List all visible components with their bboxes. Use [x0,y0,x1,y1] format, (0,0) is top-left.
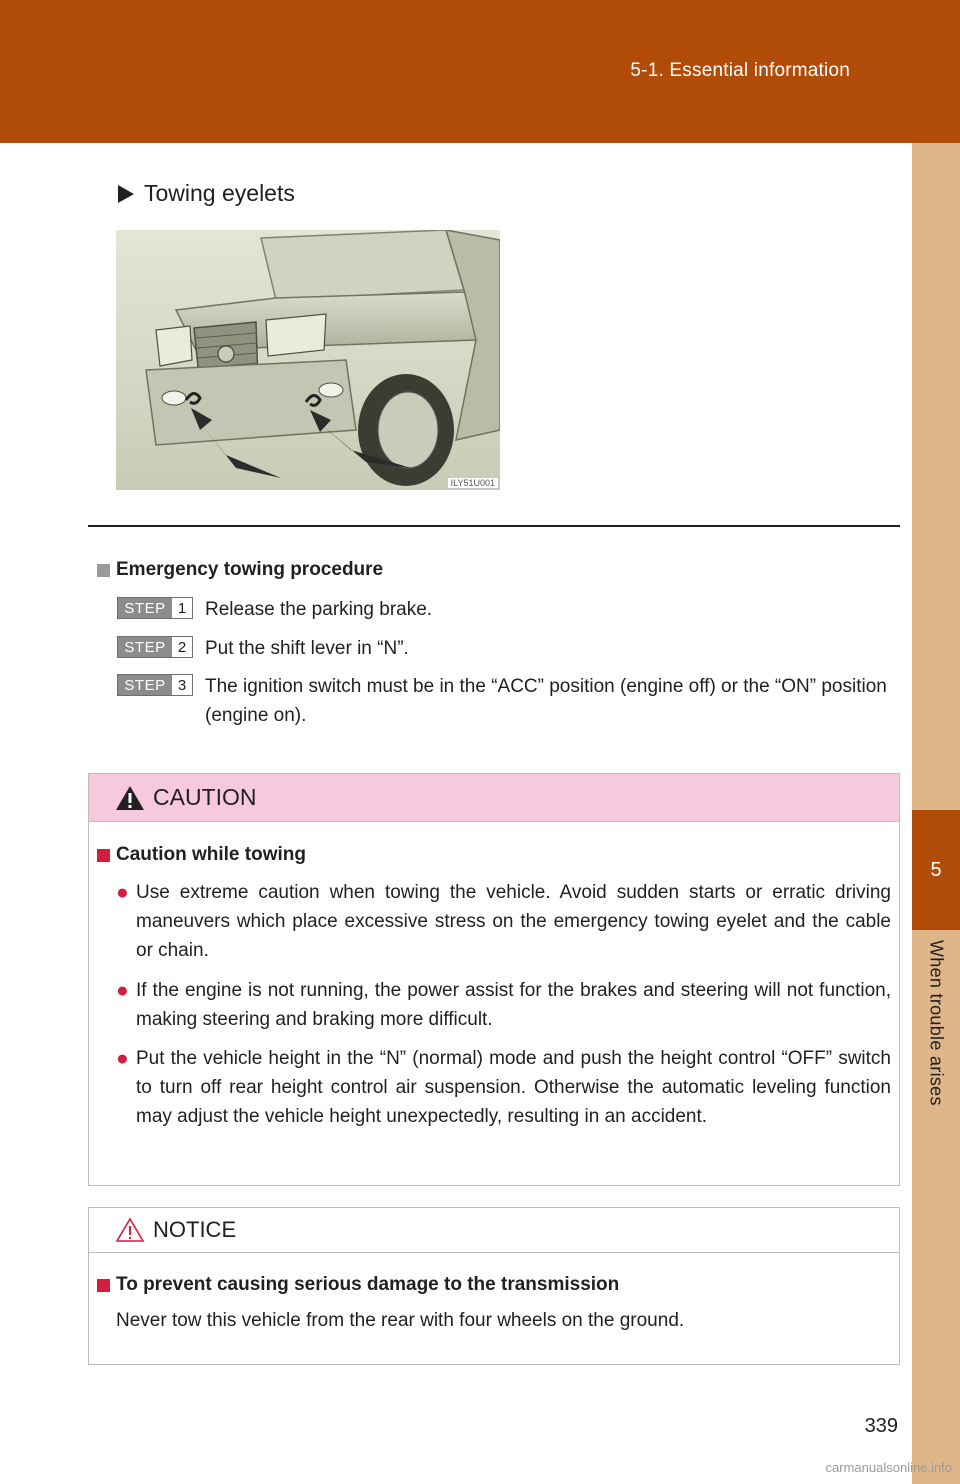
caution-subtitle [97,844,306,866]
step-text: Release the parking brake. [205,599,433,620]
step-text: Put the shift lever in “N”. [205,638,409,659]
notice-subtitle-text: To prevent causing serious damage to the transmission [116,1274,620,1295]
warning-outline-icon [115,1217,145,1243]
caution-bullet-text: If the engine is not running, the power assist for the brakes and steering will not function, making steering and braking more difficult. [136,980,891,1030]
step-badge [117,597,193,619]
notice-subtitle [97,1274,619,1296]
caution-bullet [116,1044,891,1131]
suv-front-illustration [116,230,500,490]
eyelets-heading [118,180,295,207]
procedure-title-text: Emergency towing procedure [116,559,384,580]
side-thumb-bar [912,0,960,1484]
caution-bullet-text: Put the vehicle height in the “N” (normal) mode and push the height control “OFF” switch to turn off rear height control air suspension. Otherwise the automatic leveling function may adjust the vehicle height unexpectedly, resulting in an accident. [136,1048,891,1127]
triangle-bullet-icon [118,185,134,203]
chapter-number-tab: 5 [912,810,960,930]
procedure-title [97,559,383,581]
watermark: carmanualsonline.info [825,1460,952,1475]
step-badge [117,636,193,658]
step-text: The ignition switch must be in the “ACC” position (engine off) or the “ON” position (engine on). [205,676,887,726]
square-bullet-icon [97,564,110,577]
step-number: 3 [177,676,187,694]
round-bullet-icon: ● [116,881,129,904]
step-row [117,634,895,663]
section-divider [88,525,900,527]
chapter-label: When trouble arises [926,940,947,1106]
page-number: 339 [864,1415,898,1437]
page-header [0,0,912,143]
round-bullet-icon: ● [116,979,129,1002]
notice-text: Never tow this vehicle from the rear with four wheels on the ground. [116,1310,685,1331]
warning-triangle-icon [115,785,145,811]
caution-box [88,773,900,1186]
caution-subtitle-text: Caution while towing [116,844,306,865]
square-bullet-icon [97,1279,110,1292]
step-number: 2 [177,638,187,656]
step-number: 1 [177,599,187,617]
caution-header [89,774,899,822]
step-row [117,595,895,624]
round-bullet-icon: ● [116,1047,129,1070]
step-label: STEP [118,675,172,695]
caution-bullet [116,878,891,965]
notice-header [89,1208,899,1253]
square-bullet-icon [97,849,110,862]
eyelets-heading-text: Towing eyelets [144,180,295,206]
step-row [117,672,895,730]
step-label: STEP [118,637,172,657]
caution-header-text: CAUTION [153,784,257,810]
notice-header-text: NOTICE [153,1217,237,1242]
caution-bullet-text: Use extreme caution when towing the vehicle. Avoid sudden starts or erratic driving maneuvers which place excessive stress on the emergency towing eyelet and the cable or chain. [136,882,891,961]
step-badge [117,674,193,696]
section-title: 5-1. Essential information [630,60,850,81]
caution-bullet [116,976,891,1034]
side-thumb-top [912,0,960,143]
step-label: STEP [118,598,172,618]
vehicle-illustration [116,230,500,490]
notice-box [88,1207,900,1365]
figure-code: ILY51U001 [448,478,498,488]
